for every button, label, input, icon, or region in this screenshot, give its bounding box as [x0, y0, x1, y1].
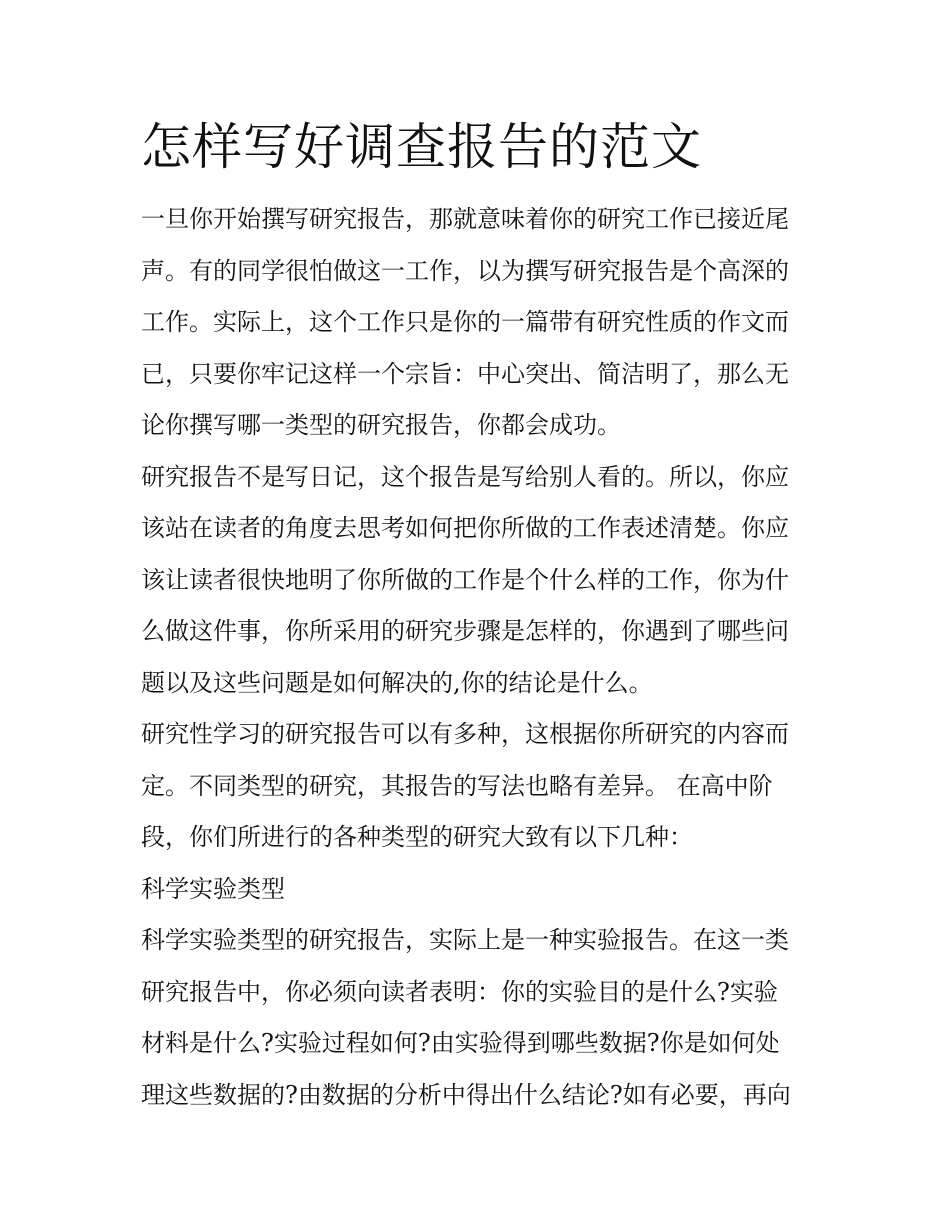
- paragraph-types: [141, 709, 813, 864]
- text-line: 一旦你开始撰写研究报告，那就意味着你的研究工作已接近尾: [141, 205, 789, 233]
- document-title: 怎样写好调查报告的范文: [141, 118, 702, 176]
- text-line: 定。不同类型的研究，其报告的写法也略有差异。 在高中阶: [141, 771, 773, 800]
- text-line: 该让读者很快地明了你所做的工作是个什么样的工作，你为什: [141, 565, 789, 594]
- text-line: 科学实验类型的研究报告，实际上是一种实验报告。在这一类: [141, 926, 789, 954]
- document-page: [141, 112, 813, 1121]
- text-line: 材料是什么?实验过程如何?由实验得到哪些数据?你是如何处: [141, 1029, 780, 1057]
- text-line: 么做这件事，你所采用的研究步骤是怎样的，你遇到了哪些问: [141, 617, 789, 645]
- text-line: 研究性学习的研究报告可以有多种，这根据你所研究的内容而: [141, 720, 789, 748]
- text-line: 已，只要你牢记这样一个宗旨：中心突出、简洁明了，那么无: [141, 359, 789, 388]
- text-line: 科学实验类型: [141, 874, 285, 903]
- text-line: 论你撰写哪一类型的研究报告，你都会成功。: [141, 411, 621, 439]
- text-line: 研究报告不是写日记，这个报告是写给别人看的。所以，你应: [141, 462, 789, 491]
- text-line: 段，你们所进行的各种类型的研究大致有以下几种：: [141, 823, 693, 851]
- text-line: 研究报告中，你必须向读者表明：你的实验目的是什么?实验: [141, 977, 778, 1006]
- text-line: 该站在读者的角度去思考如何把你所做的工作表述清楚。你应: [141, 514, 789, 542]
- text-line: 工作。实际上，这个工作只是你的一篇带有研究性质的作文而: [141, 308, 789, 336]
- text-line: 声。有的同学很怕做这一工作，以为撰写研究报告是个高深的: [141, 256, 789, 285]
- section-heading-science-experiment: [141, 864, 813, 916]
- paragraph-science-experiment: [141, 915, 813, 1121]
- paragraph-reader: [141, 452, 813, 710]
- text-line: 题以及这些问题是如何解决的,你的结论是什么。: [141, 668, 653, 697]
- text-line: 理这些数据的?由数据的分析中得出什么结论?如有必要，再向: [141, 1080, 791, 1109]
- paragraph-intro: [141, 194, 813, 452]
